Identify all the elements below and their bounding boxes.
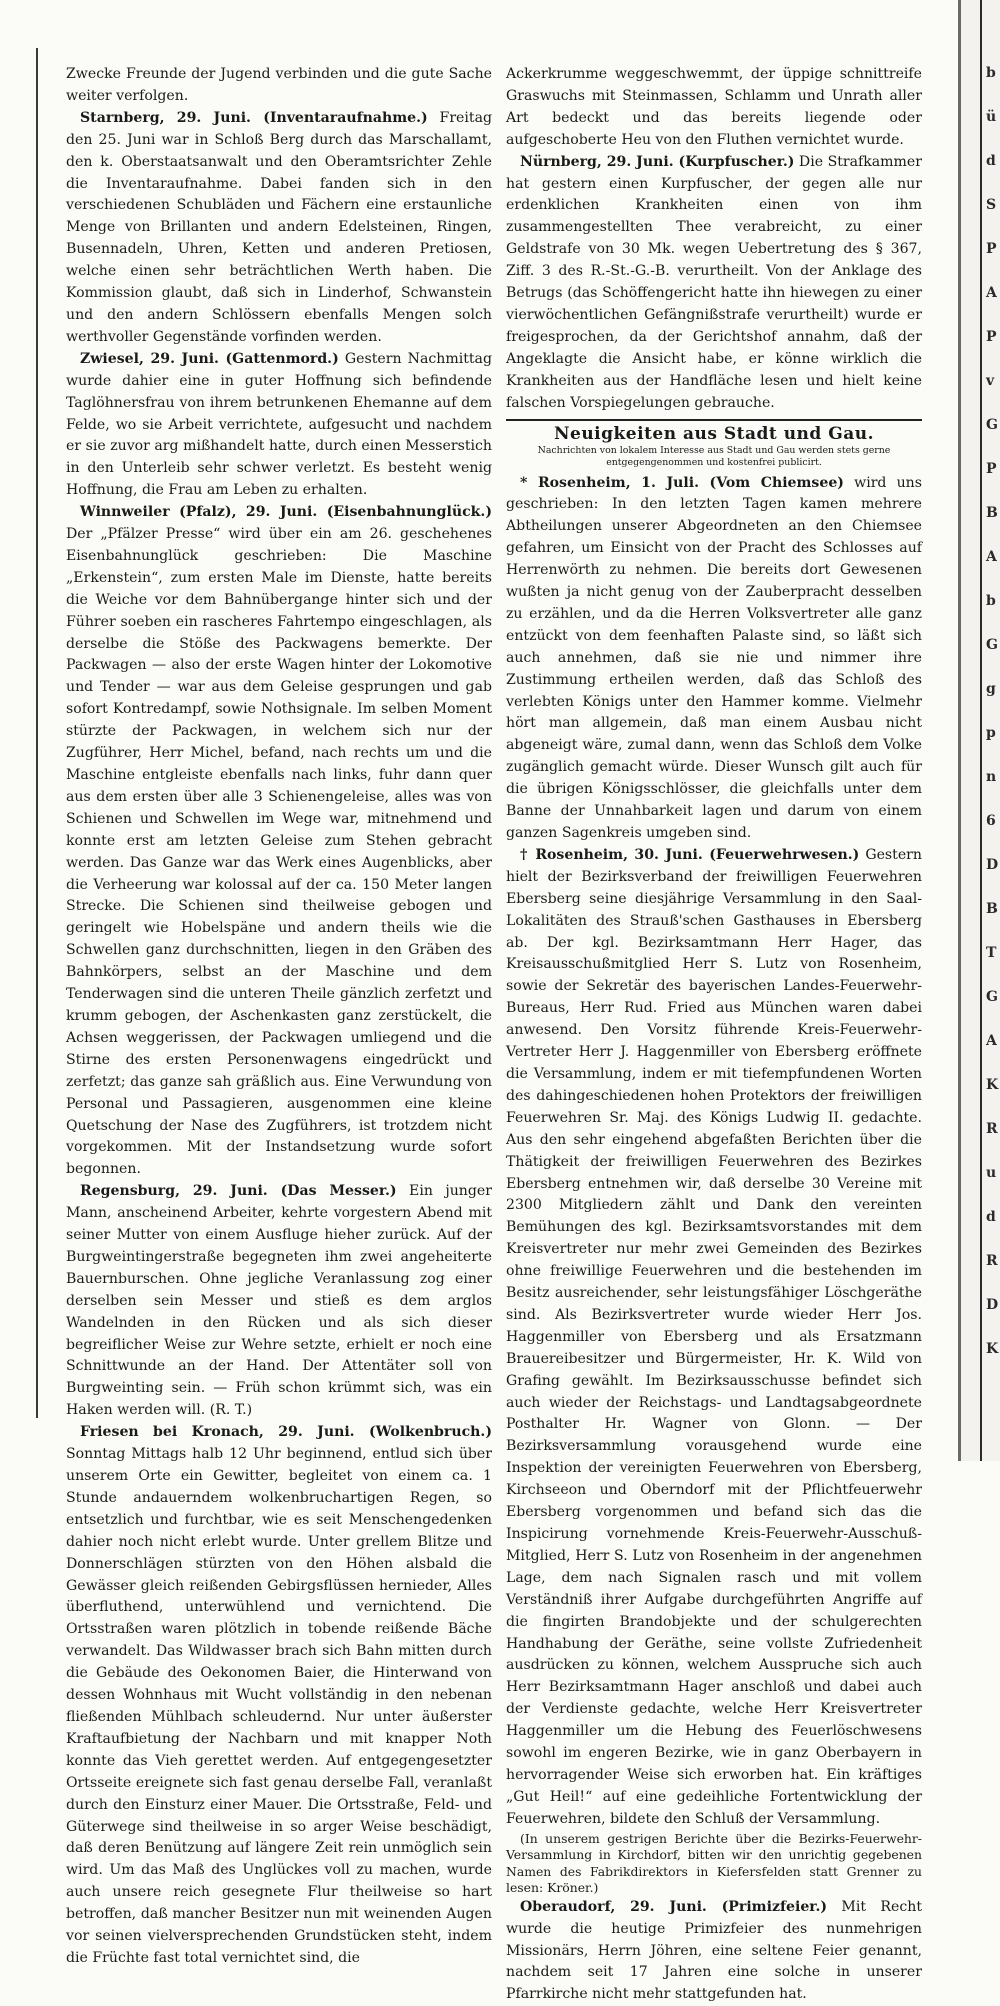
adjacent-text-fragment: P: [986, 242, 997, 256]
adjacent-text-fragment: T: [986, 946, 996, 960]
adjacent-text-fragment: b: [986, 66, 996, 80]
adjacent-text-fragment: D: [986, 1298, 998, 1312]
article: [506, 64, 922, 152]
article-dateline: Oberaudorf: [520, 1899, 610, 1915]
article-body: Zwecke Freunde der Jugend verbinden und die gute Sache weiter verfolgen.: [66, 66, 492, 104]
article: [506, 1831, 922, 1897]
article-body: Der „Pfälzer Presse“ wird über ein am 26. geschehenes Eisenbahnunglück geschrieben: Die Maschine „Erkenstein“, zum ersten Male im Dienste, hatte bereits die Weiche vor dem Bahnübergange hinter sich und der Führer soeben ein rascheres Fahrtempo eingeschlagen, als derselbe die Stöße des Packwagens bemerkte. Der Packwagen — also der erste Wagen hinter der Lokomotive und Tender — war aus dem Geleise gesprungen und gab sofort Kontredampf, sowie Nothsignale. Im selben Moment stürzte der Packwagen, in welchem sich nur der Zugführer, Herr Michel, befand, nach rechts um und die Maschine entgleiste ebenfalls nach links, fuhr dann quer aus dem ersten über alle 3 Schienengeleise, alles was von Schienen und Schwellen im Wege war, mitnehmend und konnte erst am letzten Geleise zum Stehen gebracht werden. Das Ganze war das Werk eines Augenblicks, aber die Verheerung war kolossal auf der ca. 150 Meter langen Strecke. Die Schienen sind theilweise gebogen und geringelt wie Hobelspäne und andern theils wie die Schwellen ganz durchschnitten, liegen in den Gräben des Bahnkörpers, selbst an der Maschine und dem Tenderwagen sind die unteren Theile gänzlich zerfetzt und krumm gebogen, der Aschenkasten ganz zerstückelt, die Achsen weggerissen, der Packwagen umliegend und die Stirne des ersten Personenwagens eingedrückt und zerfetzt; das ganze sah gräßlich aus. Eine Verwundung von Personal und Passagieren, ausgenommen eine kleine Quetschung der Nase des Zugführers, ist trotzdem nicht vorgekommen. Mit der Instandsetzung wurde sofort begonnen.: [66, 526, 492, 1177]
article-dateline: Nürnberg: [520, 154, 597, 170]
column-rule-left: [36, 48, 38, 1418]
article-dateline: Zwiesel: [80, 351, 139, 367]
adjacent-text-fragment: 6: [986, 814, 996, 828]
article-body: (In unserem gestrigen Berichte über die Bezirks-Feuerwehr-Versammlung in Kirchdorf, bitten wir den unrichtig gegebenen Namen des Fabrikdirektors in Kiefersfelden statt Grenner zu lesen: Kröner.): [506, 1831, 922, 1896]
article-body: Mit Recht wurde die heutige Primizfeier des nunmehrigen Missionärs, Herrn Jöhren, eine seltene Feier genannt, nachdem seit 17 Jahren eine solche in unserer Pfarrkirche nicht mehr stattgefunden hat.: [506, 1899, 922, 2003]
article: [506, 473, 922, 845]
article-meta: , 30. Juni. (Feuerwehrwesen.): [623, 847, 859, 863]
adjacent-text-fragment: v: [986, 374, 994, 388]
article: [506, 1897, 922, 2006]
article-meta: , 29. Juni. (Inventaraufnahme.): [160, 110, 428, 126]
article-dateline: Starnberg: [80, 110, 160, 126]
article-body: Sonntag Mittags halb 12 Uhr beginnend, entlud sich über unserem Orte ein Gewitter, begleitet von einem ca. 1 Stunde andauerndem wolkenbruchartigen Regen, so entsetzlich und furchtbar, wie es seit Menschengedenken dahier noch nicht erlebt wurde. Unter grellem Blitze und Donnerschlägen stürzten von den Höhen alsbald die Gewässer gleich reißenden Gebirgsflüssen hernieder, Alles überfluthend, unterwühlend und vernichtend. Die Ortsstraßen waren plötzlich in tobende reißende Bäche verwandelt. Das Wildwasser brach sich Bahn mitten durch die Gebäude des Oekonomen Baier, die Hinterwand von dessen Wohnhaus mit Wucht vollständig in den nebenan fließenden Mühlbach schleudernd. Nur unter äußerster Kraftaufbietung der Nachbarn und mit knapper Noth konnte das Vieh gerettet werden. Auf entgegengesetzter Ortsseite ereignete sich fast genau derselbe Fall, veranlaßt durch den Einsturz einer Mauer. Die Ortsstraße, Feld- und Güterwege sind theilweise in so arger Weise beschädigt, daß deren Benützung auf längere Zeit rein unmöglich sein wird. Um das Maß des Unglückes voll zu machen, wurde auch unsere reich gesegnete Flur theilweise so hart betroffen, daß mancher Besitzer nun mit weinenden Augen vor seinen vielversprechenden Grundstücken steht, indem die Früchte fast total vernichtet sind, die: [66, 1446, 492, 1966]
section-title: Neuigkeiten aus Stadt und Gau.: [506, 423, 922, 445]
adjacent-text-fragment: G: [986, 418, 998, 432]
adjacent-text-fragment: R: [986, 1254, 998, 1268]
adjacent-text-fragment: K: [986, 1342, 998, 1356]
article-meta: , 29. Juni. (Kurpfuscher.): [597, 154, 795, 170]
article-dateline: Winnweiler: [80, 504, 170, 520]
article-dateline: * Rosenheim: [520, 475, 626, 491]
article-body: Freitag den 25. Juni war in Schloß Berg durch das Marschallamt, den k. Oberstaatsanwalt und den Oberamtsrichter Zehle die Inventaraufnahme. Dabei fanden sich in den verschiedenen Schubläden und Fächern eine erstaunliche Menge von Brillanten und andern Edelsteinen, Ringen, Busennadeln, Uhren, Ketten und anderen Pretiosen, welche einen sehr beträchtlichen Werth haben. Die Kommission glaubt, daß sich in Linderhof, Schwanstein und den andern Schlössern ebenfalls Mengen solch werthvoller Gegenstände vorfinden werden.: [66, 110, 492, 345]
adjacent-text-fragment: ü: [986, 110, 996, 124]
article-body: Die Strafkammer hat gestern einen Kurpfuscher, der gegen alle nur erdenklichen Krankheiten einen von ihm zusammengestellten Thee verabreicht, zu einer Geldstrafe von 30 Mk. wegen Uebertretung des § 367, Ziff. 3 des R.-St.-G.-B. verurtheilt. Von der Anklage des Betrugs (das Schöffengericht hatte ihn hiewegen zu einer vierwöchentlichen Gefängnißstrafe verurtheilt) wurde er freigesprochen, da der Gerichtshof annahm, daß der Angeklagte die Ansicht habe, er könne wirklich die Krankheiten aus der Handfläche lesen und hielt keine falschen Vorspiegelungen gebrauche.: [506, 154, 922, 411]
adjacent-text-fragment: g: [986, 682, 996, 696]
article-meta: (Pfalz), 29. Juni. (Eisenbahnunglück.): [170, 504, 492, 520]
adjacent-text-fragment: A: [986, 550, 997, 564]
adjacent-text-fragment: u: [986, 1166, 996, 1180]
article-body: Ackerkrumme weggeschwemmt, der üppige schnittreife Graswuchs mit Steinmassen, Schlamm und Unrath aller Art bedeckt und das bereits liegende oder aufgeschoberte Heu von den Fluthen vernichtet wurde.: [506, 66, 922, 148]
adjacent-text-fragment: d: [986, 1210, 996, 1224]
article-body: wird uns geschrieben: In den letzten Tagen kamen mehrere Abtheilungen unserer Abgeordneten an den Chiemsee gefahren, um Einsicht von der Pracht des Schlosses auf Herrenwörth zu nehmen. Die bereits dort Gewesenen wußten ja nicht genug von der Zauberpracht desselben zu erzählen, und da die Herren Volksvertreter alle ganz entzückt von dem feenhaften Palaste sind, so läßt sich auch annehmen, daß sie nie und nimmer ihre Zustimmung ertheilen werden, daß das Schloß des verlebten Königs unter den Hammer komme. Vielmehr hört man allgemein, daß man einem Ausbau nicht abgeneigt wäre, zumal dann, wenn das Schloß dem Volke zugänglich gemacht würde. Dieser Wunsch gilt auch für die übrigen Königsschlösser, die gleichfalls unter dem Banne der Unnahbarkeit lagen und darum von einem ganzen Sagenkreis umgeben sind.: [506, 475, 922, 842]
adjacent-text-fragment: D: [986, 858, 998, 872]
article: [506, 152, 922, 415]
column-left: [66, 64, 492, 1970]
article: [66, 1181, 492, 1422]
section-rule: [506, 419, 922, 421]
article: [66, 108, 492, 349]
article-body: Gestern Nachmittag wurde dahier eine in guter Hoffnung sich befindende Taglöhnersfrau von ihrem betrunkenen Ehemanne auf dem Felde, wo sie Arbeit verrichtete, aufgesucht und nachdem er sie zuvor arg mißhandelt hatte, durch einen Messerstich in den Unterleib sehr schwer verletzt. Es besteht wenig Hoffnung, die Frau am Leben zu erhalten.: [66, 351, 492, 498]
adjacent-text-fragment: G: [986, 990, 998, 1004]
article-body: Gestern hielt der Bezirksverband der freiwilligen Feuerwehren Ebersberg seine diesjährige Versammlung in den Saal-Lokalitäten des Strauß'schen Gasthauses in Ebersberg ab. Der kgl. Bezirksamtmann Herr Hager, das Kreisausschußmitglied Herr S. Lutz von Rosenheim, sowie der Sekretär des bayerischen Landes-Feuerwehr-Bureaus, Herr Rud. Fried aus München waren dabei anwesend. Den Vorsitz führende Kreis-Feuerwehr-Vertreter Herr J. Haggenmiller von Ebersberg eröffnete die Versammlung, indem er mit tiefempfundenen Worten des dahingeschiedenen hohen Protektors der freiwilligen Feuerwehren Sr. Maj. des Königs Ludwig II. gedachte. Aus den sehr eingehend abgefaßten Berichten über die Thätigkeit der freiwilligen Feuerwehren des Bezirkes Ebersberg entnehmen wir, daß derselbe 30 Vereine mit 2300 Mitgliedern zählt und Dank den vereinten Bemühungen des kgl. Bezirksamtsvorstandes mit dem Kreisvertreter nur mehr zwei Gemeinden des Bezirkes ohne freiwillige Feuerwehren und die bestehenden im Besitz ausreichender, sehr leistungsfähiger Löschgeräthe sind. Als Bezirksvertreter wurde wieder Herr Jos. Haggenmiller von Ebersberg und als Ersatzmann Brauereibesitzer und Bürgermeister, Hr. K. Wild von Grafing gewählt. Im Bezirksausschusse befindet sich auch wieder der Reichstags- und Landtagsabgeordnete Posthalter Hr. Wagner von Glonn. — Der Bezirksversammlung vorausgehend wurde eine Inspektion der vereinigten Feuerwehren von Ebersberg, Kirchseeon und Oberndorf mit der Pflichtfeuerwehr Ebersberg vorgenommen und befand sich das die Inspicirung vornehmende Kreis-Feuerwehr-Ausschuß-Mitglied, Herr S. Lutz von Rosenheim in der angenehmen Lage, dem nach Signalen rasch und mit vollem Verständniß ihrer Aufgabe durchgeführten Angriffe auf die fingirten Brandobjekte und der schulgerechten Handhabung der Geräthe, seine vollste Zufriedenheit ausdrücken zu können, welchem Ausspruche sich auch Herr Bezirksamtmann Hager anschloß und dabei auch der Verdienste gedachte, welche Herr Kreisvertreter Haggenmiller um die Hebung des Feuerlöschwesens sowohl im engeren Bezirke, wie in ganz Oberbayern in hervorragender Weise sich erworben hat. Ein kräftiges „Gut Heil!“ auf eine gedeihliche Fortentwicklung der Feuerwehren, bildete den Schluß der Versammlung.: [506, 847, 922, 1827]
adjacent-text-fragment: S: [986, 198, 996, 212]
article: [66, 64, 492, 108]
column-middle: [506, 64, 922, 2006]
adjacent-page-strip: [958, 0, 1000, 1461]
article: [66, 1422, 492, 1970]
adjacent-text-fragment: G: [986, 638, 998, 652]
adjacent-text-fragment: A: [986, 286, 997, 300]
page-edge: [980, 0, 982, 1461]
adjacent-text-fragment: b: [986, 594, 996, 608]
adjacent-text-fragment: P: [986, 462, 997, 476]
article-meta: , 29. Juni. (Gattenmord.): [139, 351, 339, 367]
column-middle-top: [506, 64, 922, 415]
adjacent-text-fragment: B: [986, 902, 998, 916]
adjacent-text-fragment: B: [986, 506, 998, 520]
adjacent-text-fragment: p: [986, 726, 996, 740]
article: [506, 845, 922, 1831]
article-dateline: † Rosenheim: [520, 847, 623, 863]
article-meta: bei Kronach, 29. Juni. (Wolkenbruch.): [139, 1424, 492, 1440]
article-dateline: Regensburg: [80, 1183, 175, 1199]
article: [66, 349, 492, 502]
section-subtitle: Nachrichten von lokalem Interesse aus Stadt und Gau werden stets gerne entgegengenommen und kostenfrei publicirt.: [506, 445, 922, 469]
article-dateline: Friesen: [80, 1424, 139, 1440]
adjacent-text-fragment: A: [986, 1034, 997, 1048]
article-meta: , 29. Juni. (Primizfeier.): [610, 1899, 827, 1915]
adjacent-text-fragment: d: [986, 154, 996, 168]
adjacent-text-fragment: P: [986, 330, 997, 344]
page-gutter: [958, 0, 961, 1461]
article-meta: , 1. Juli. (Vom Chiemsee): [626, 475, 844, 491]
adjacent-text-fragment: n: [986, 770, 996, 784]
column-middle-bottom: [506, 473, 922, 2006]
article-meta: , 29. Juni. (Das Messer.): [175, 1183, 396, 1199]
adjacent-text-fragment: R: [986, 1122, 998, 1136]
article: [66, 502, 492, 1181]
adjacent-text-fragment: K: [986, 1078, 998, 1092]
article-body: Ein junger Mann, anscheinend Arbeiter, kehrte vorgestern Abend mit seiner Mutter von einem Ausfluge hieher zurück. Auf der Burgweintingerstraße begegneten ihm zwei angeheiterte Bauernburschen. Ohne jegliche Veranlassung zog einer derselben sein Messer und stieß es dem arglos Wandelnden in den Rücken und als sich dieser begreiflicher Weise zur Wehre setzte, erhielt er noch eine Schnittwunde an der Hand. Der Attentäter soll von Burgweinting sein. — Früh schon krümmt sich, was ein Haken werden will. (R. T.): [66, 1183, 492, 1418]
